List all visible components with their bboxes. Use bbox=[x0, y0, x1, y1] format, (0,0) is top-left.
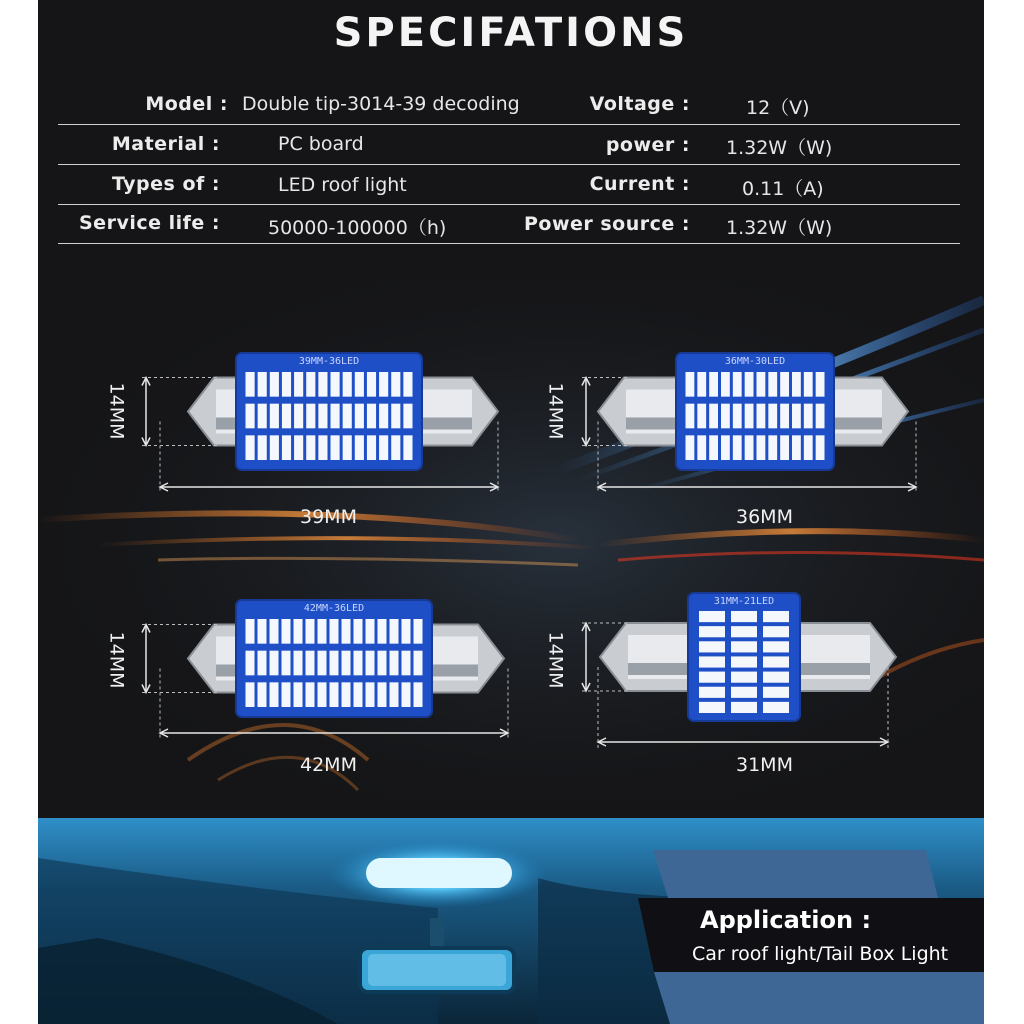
led-chip bbox=[763, 656, 789, 667]
led-chip bbox=[270, 682, 279, 707]
led-chip bbox=[246, 682, 255, 707]
led-chip bbox=[282, 435, 291, 460]
bulb-2-length: 36MM bbox=[736, 506, 793, 528]
page-title: SPECIFATIONS bbox=[333, 10, 689, 56]
led-chip bbox=[414, 682, 423, 707]
led-chip bbox=[294, 651, 303, 676]
pcb-label: 31MM-21LED bbox=[713, 596, 775, 607]
product-spec-image bbox=[38, 0, 984, 1024]
bulb-1-length: 39MM bbox=[300, 506, 357, 528]
bulb-3 bbox=[142, 600, 508, 739]
bulb-4 bbox=[582, 593, 896, 748]
led-chip bbox=[763, 672, 789, 683]
led-chip bbox=[402, 651, 411, 676]
led-chip bbox=[258, 372, 267, 397]
led-chip bbox=[792, 435, 801, 460]
service-life-label: Service life : bbox=[79, 212, 220, 234]
power-source-label: Power source : bbox=[523, 213, 690, 235]
led-chip bbox=[709, 372, 718, 397]
model-label: Model : bbox=[145, 93, 228, 115]
led-chip bbox=[355, 435, 364, 460]
led-chip bbox=[258, 619, 267, 644]
led-chip bbox=[697, 372, 706, 397]
power-label: power : bbox=[605, 134, 690, 156]
led-chip bbox=[270, 619, 279, 644]
led-chip bbox=[390, 651, 399, 676]
led-chip bbox=[731, 656, 757, 667]
led-chip bbox=[804, 404, 813, 429]
led-chip bbox=[318, 682, 327, 707]
led-chip bbox=[699, 641, 725, 652]
led-chip bbox=[306, 682, 315, 707]
led-chip bbox=[246, 435, 255, 460]
led-chip bbox=[390, 619, 399, 644]
led-chip bbox=[391, 435, 400, 460]
led-chip bbox=[757, 404, 766, 429]
led-chip bbox=[306, 372, 315, 397]
application-title: Application : bbox=[700, 906, 872, 934]
led-chip bbox=[331, 435, 340, 460]
led-chip bbox=[699, 656, 725, 667]
led-chip bbox=[816, 372, 825, 397]
led-chip bbox=[355, 404, 364, 429]
led-chip bbox=[306, 404, 315, 429]
led-chip bbox=[733, 435, 742, 460]
led-chip bbox=[294, 372, 303, 397]
led-chip bbox=[270, 435, 279, 460]
pcb-label: 36MM-30LED bbox=[724, 356, 786, 367]
led-chip bbox=[792, 404, 801, 429]
led-chip bbox=[258, 404, 267, 429]
led-chip bbox=[731, 626, 757, 637]
led-chip bbox=[354, 651, 363, 676]
led-chip bbox=[745, 372, 754, 397]
type-value: LED roof light bbox=[278, 174, 407, 196]
service-life-value: 50000-100000（h) bbox=[268, 217, 447, 239]
led-chip bbox=[697, 404, 706, 429]
led-chip bbox=[318, 372, 327, 397]
led-chip bbox=[757, 435, 766, 460]
led-chip bbox=[306, 619, 315, 644]
led-chip bbox=[330, 619, 339, 644]
led-chip bbox=[780, 404, 789, 429]
led-chip bbox=[258, 651, 267, 676]
led-chip bbox=[780, 435, 789, 460]
application-text: Car roof light/Tail Box Light bbox=[692, 943, 949, 965]
led-chip bbox=[402, 619, 411, 644]
bulb-3-length: 42MM bbox=[300, 754, 357, 776]
material-value: PC board bbox=[278, 133, 364, 155]
led-chip bbox=[379, 372, 388, 397]
led-chip bbox=[282, 404, 291, 429]
led-chip bbox=[378, 651, 387, 676]
led-chip bbox=[816, 404, 825, 429]
power-value: 1.32W（W) bbox=[726, 137, 833, 159]
led-chip bbox=[709, 404, 718, 429]
led-chip bbox=[733, 404, 742, 429]
led-chip bbox=[697, 435, 706, 460]
led-chip bbox=[763, 641, 789, 652]
led-chip bbox=[731, 672, 757, 683]
led-chip bbox=[816, 435, 825, 460]
led-chip bbox=[721, 372, 730, 397]
led-chip bbox=[331, 372, 340, 397]
led-chip bbox=[294, 682, 303, 707]
led-chip bbox=[306, 435, 315, 460]
led-chip bbox=[330, 682, 339, 707]
material-label: Material : bbox=[111, 133, 220, 155]
led-chip bbox=[403, 404, 412, 429]
led-chip bbox=[390, 682, 399, 707]
bulb-1 bbox=[142, 353, 498, 493]
led-chip bbox=[246, 651, 255, 676]
led-chip bbox=[378, 682, 387, 707]
led-chip bbox=[342, 682, 351, 707]
led-chip bbox=[258, 682, 267, 707]
led-chip bbox=[733, 372, 742, 397]
pcb-label: 42MM-36LED bbox=[303, 603, 365, 614]
led-chip bbox=[763, 702, 789, 713]
led-chip bbox=[403, 372, 412, 397]
led-chip bbox=[354, 619, 363, 644]
led-chip bbox=[354, 682, 363, 707]
led-chip bbox=[367, 435, 376, 460]
model-value: Double tip-3014-39 decoding bbox=[242, 93, 520, 115]
led-chip bbox=[246, 619, 255, 644]
led-chip bbox=[318, 619, 327, 644]
led-chip bbox=[318, 435, 327, 460]
led-chip bbox=[792, 372, 801, 397]
led-chip bbox=[804, 372, 813, 397]
led-chip bbox=[366, 651, 375, 676]
led-chip bbox=[366, 682, 375, 707]
led-chip bbox=[699, 611, 725, 622]
led-chip bbox=[686, 372, 695, 397]
led-chip bbox=[686, 404, 695, 429]
led-chip bbox=[282, 682, 291, 707]
bulb-3-height: 14MM bbox=[105, 631, 128, 689]
led-chip bbox=[343, 404, 352, 429]
led-chip bbox=[282, 619, 291, 644]
led-chip bbox=[804, 435, 813, 460]
led-chip bbox=[270, 651, 279, 676]
led-chip bbox=[731, 687, 757, 698]
led-chip bbox=[331, 404, 340, 429]
led-chip bbox=[721, 435, 730, 460]
led-chip bbox=[403, 435, 412, 460]
led-chip bbox=[258, 435, 267, 460]
bulb-4-length: 31MM bbox=[736, 754, 793, 776]
led-chip bbox=[731, 702, 757, 713]
led-chip bbox=[686, 435, 695, 460]
led-chip bbox=[246, 372, 255, 397]
voltage-value: 12（V) bbox=[746, 97, 810, 119]
led-chip bbox=[414, 619, 423, 644]
led-chip bbox=[294, 435, 303, 460]
led-chip bbox=[367, 404, 376, 429]
led-chip bbox=[294, 404, 303, 429]
led-chip bbox=[745, 404, 754, 429]
led-chip bbox=[379, 435, 388, 460]
led-chip bbox=[768, 404, 777, 429]
bulb-1-height: 14MM bbox=[105, 382, 128, 440]
bulb-2-height: 14MM bbox=[544, 382, 567, 440]
led-chip bbox=[355, 372, 364, 397]
led-chip bbox=[768, 435, 777, 460]
led-chip bbox=[342, 651, 351, 676]
led-chip bbox=[763, 687, 789, 698]
power-source-value: 1.32W（W) bbox=[726, 217, 833, 239]
led-chip bbox=[306, 651, 315, 676]
led-chip bbox=[270, 372, 279, 397]
led-chip bbox=[294, 619, 303, 644]
led-chip bbox=[282, 651, 291, 676]
led-chip bbox=[402, 682, 411, 707]
type-label: Types of : bbox=[111, 173, 220, 195]
current-value: 0.11（A) bbox=[742, 178, 824, 200]
led-chip bbox=[699, 626, 725, 637]
led-chip bbox=[391, 372, 400, 397]
led-chip bbox=[768, 372, 777, 397]
bulb-4-height: 14MM bbox=[544, 631, 567, 689]
led-chip bbox=[731, 611, 757, 622]
led-chip bbox=[367, 372, 376, 397]
led-chip bbox=[731, 641, 757, 652]
led-chip bbox=[763, 611, 789, 622]
led-chip bbox=[318, 651, 327, 676]
led-chip bbox=[246, 404, 255, 429]
led-chip bbox=[745, 435, 754, 460]
led-chip bbox=[318, 404, 327, 429]
led-chip bbox=[343, 372, 352, 397]
bulb-2 bbox=[582, 353, 916, 493]
led-chip bbox=[270, 404, 279, 429]
led-chip bbox=[366, 619, 375, 644]
led-chip bbox=[699, 702, 725, 713]
led-chip bbox=[378, 619, 387, 644]
led-chip bbox=[343, 435, 352, 460]
led-chip bbox=[763, 626, 789, 637]
led-chip bbox=[699, 687, 725, 698]
led-chip bbox=[391, 404, 400, 429]
led-chip bbox=[709, 435, 718, 460]
led-chip bbox=[282, 372, 291, 397]
led-chip bbox=[414, 651, 423, 676]
pcb-label: 39MM-36LED bbox=[298, 356, 360, 367]
led-chip bbox=[379, 404, 388, 429]
led-chip bbox=[757, 372, 766, 397]
led-chip bbox=[330, 651, 339, 676]
current-label: Current : bbox=[589, 173, 690, 195]
led-chip bbox=[721, 404, 730, 429]
led-chip bbox=[780, 372, 789, 397]
voltage-label: Voltage : bbox=[589, 93, 690, 115]
led-chip bbox=[699, 672, 725, 683]
led-chip bbox=[342, 619, 351, 644]
